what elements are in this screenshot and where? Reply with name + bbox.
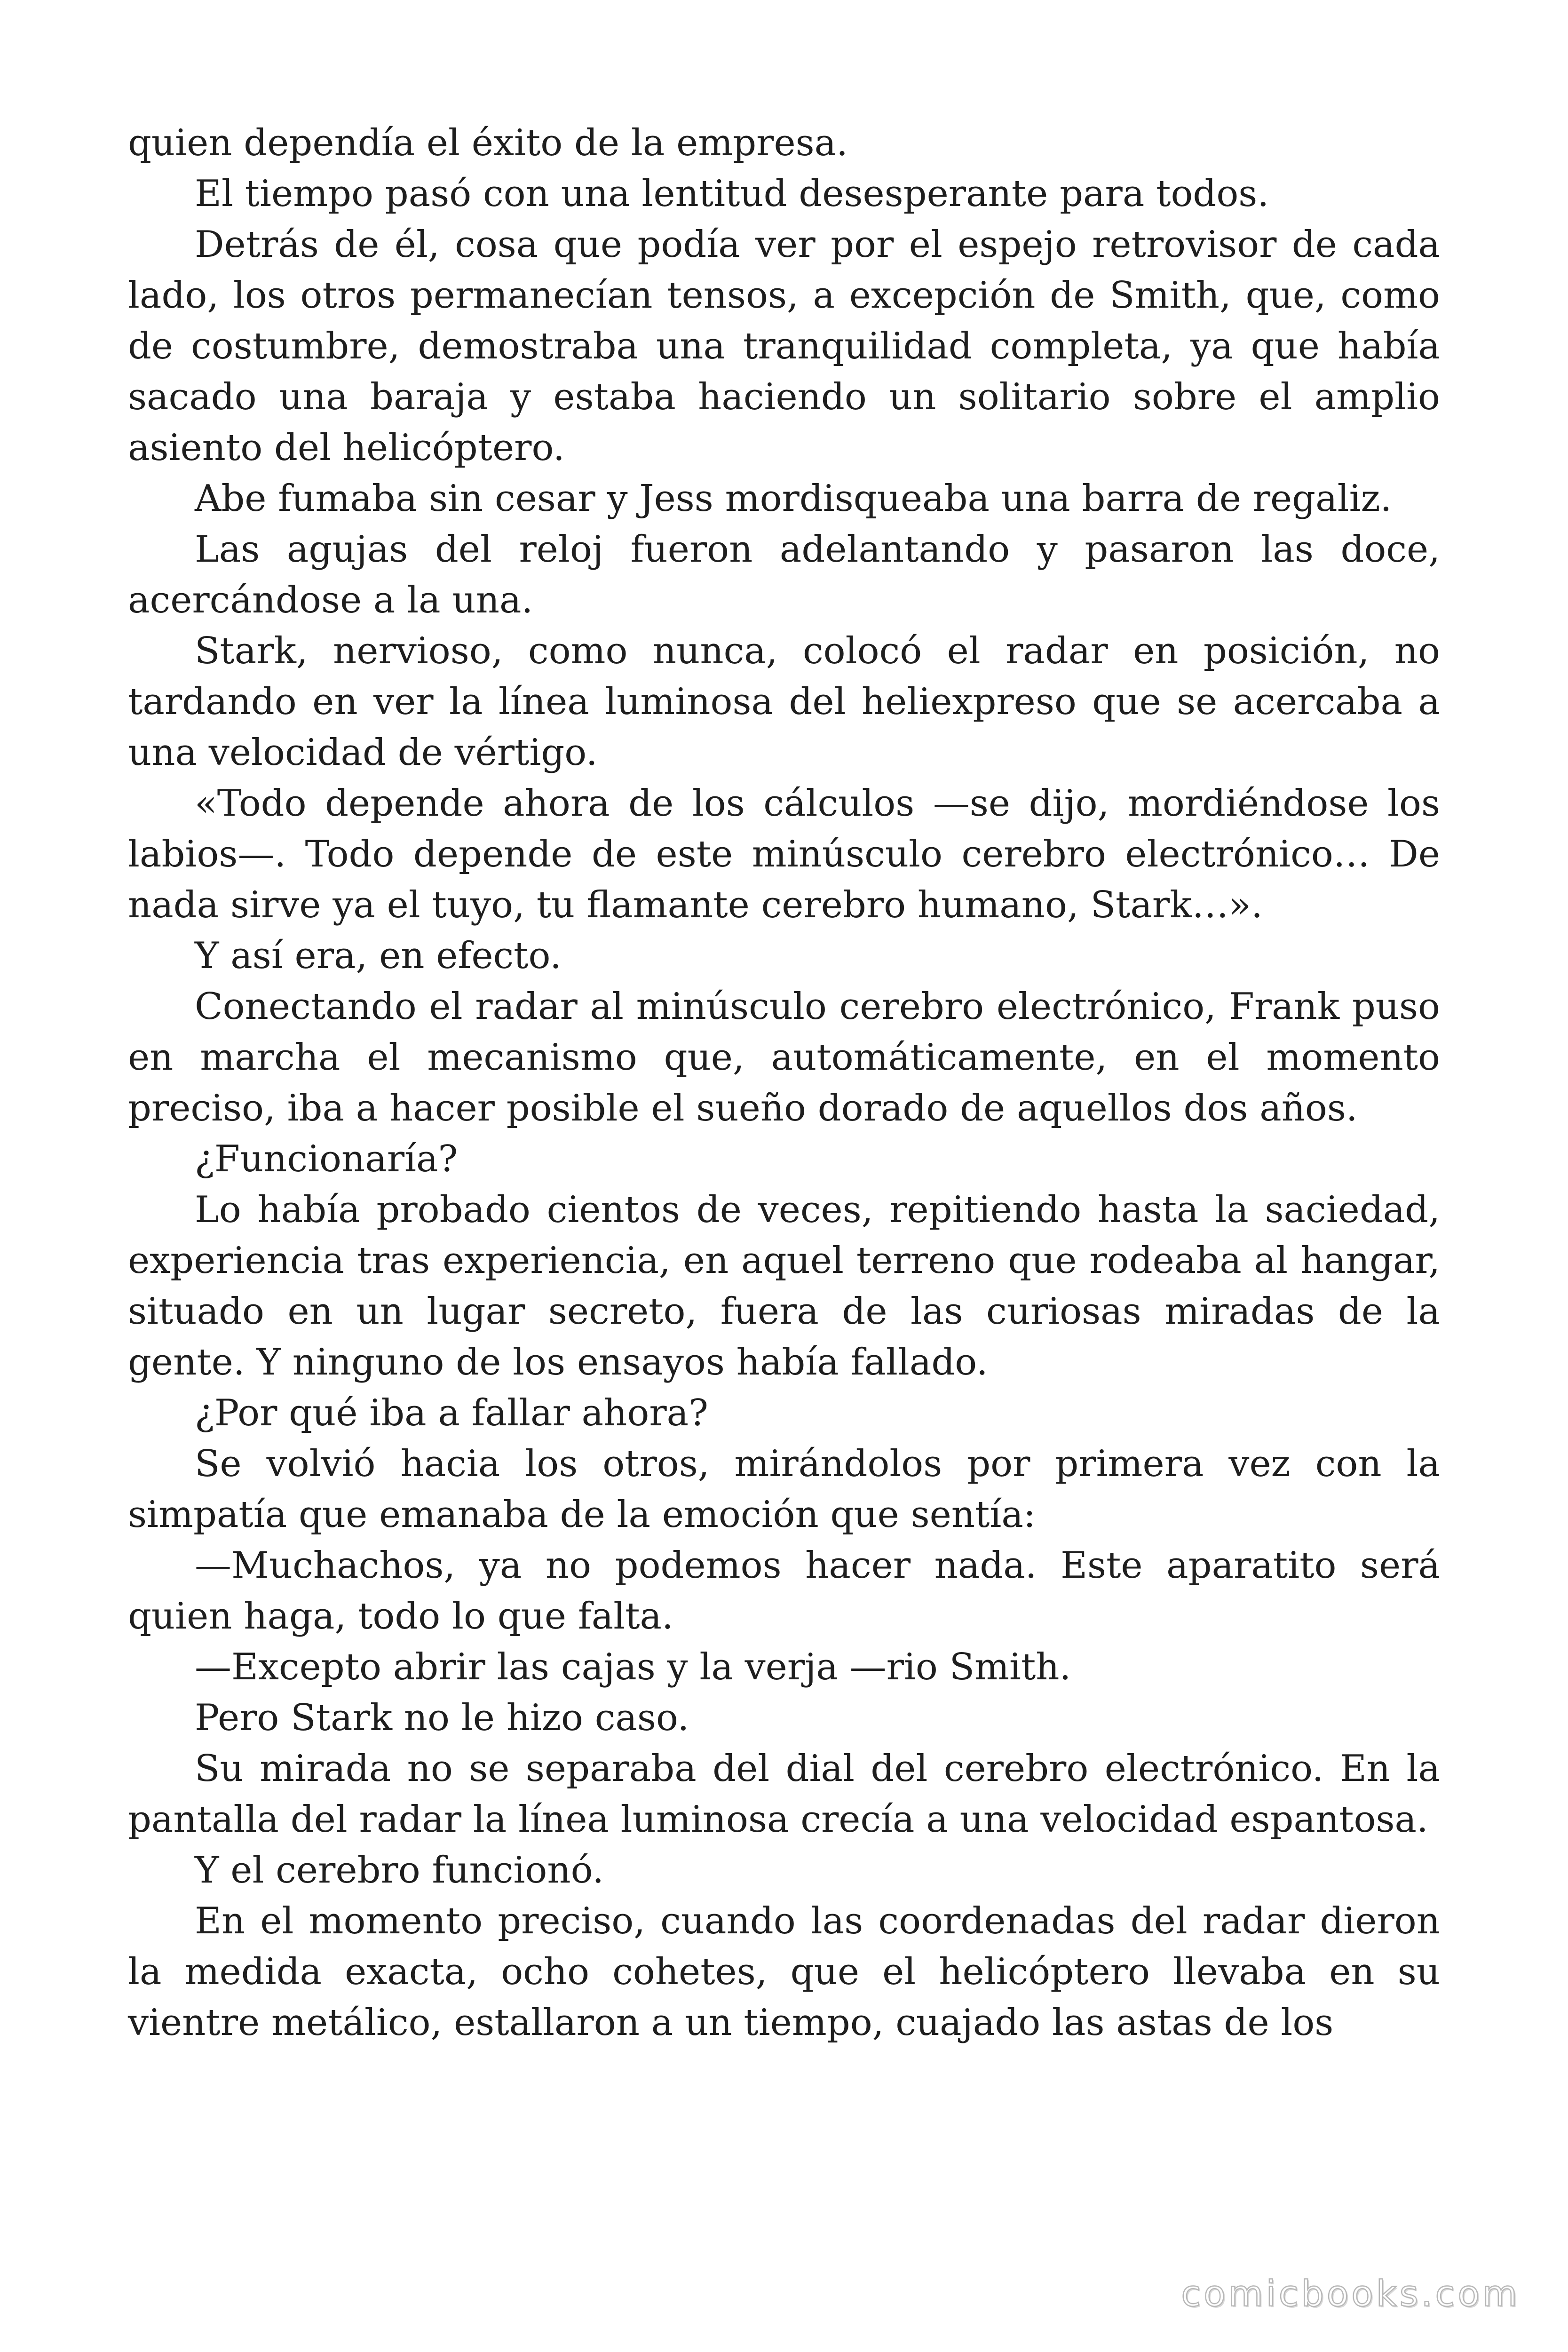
paragraph: Su mirada no se separaba del dial del cerebro electrónico. En la pantalla del radar la línea luminosa crecía a una velocidad espantosa. <box>128 1748 1440 1841</box>
paragraph: Stark, nervioso, como nunca, colocó el radar en posición, no tardando en ver la línea luminosa del heliexpreso que se acercaba a una velocidad de vértigo. <box>128 630 1440 774</box>
paragraph: Las agujas del reloj fueron adelantando y pasaron las doce, acercándose a la una. <box>128 528 1440 621</box>
book-page-text <box>128 118 1440 2048</box>
paragraph: ¿Funcionaría? <box>195 1138 458 1180</box>
paragraph: Y el cerebro funcionó. <box>195 1849 604 1891</box>
paragraph: Abe fumaba sin cesar y Jess mordisqueaba una barra de regaliz. <box>195 477 1392 520</box>
paragraph: «Todo depende ahora de los cálculos —se dijo, mordiéndose los labios—. Todo depende de este minúsculo cerebro electrónico… De nada sirve ya el tuyo, tu flamante cerebro humano, Stark…». <box>128 782 1440 926</box>
paragraph: —Muchachos, ya no podemos hacer nada. Este aparatito será quien haga, todo lo que falta. <box>128 1544 1440 1637</box>
watermark-logo: comicbooks.com <box>1181 2273 1520 2314</box>
paragraph: Pero Stark no le hizo caso. <box>195 1697 689 1739</box>
paragraph: En el momento preciso, cuando las coordenadas del radar dieron la medida exacta, ocho cohetes, que el helicóptero llevaba en su vientre metálico, estallaron a un tiempo, cuajado las astas de los <box>128 1900 1440 2044</box>
paragraph: —Excepto abrir las cajas y la verja —rio Smith. <box>195 1646 1071 1688</box>
paragraph: Detrás de él, cosa que podía ver por el espejo retrovisor de cada lado, los otros permanecían tensos, a excepción de Smith, que, como de costumbre, demostraba una tranquilidad completa, ya que había sacado una baraja y estaba haciendo un solitario sobre el amplio asiento del helicóptero. <box>128 223 1440 469</box>
paragraph: Conectando el radar al minúsculo cerebro electrónico, Frank puso en marcha el mecanismo que, automáticamente, en el momento preciso, iba a hacer posible el sueño dorado de aquellos dos años. <box>128 985 1440 1129</box>
paragraph: Lo había probado cientos de veces, repitiendo hasta la saciedad, experiencia tras experiencia, en aquel terreno que rodeaba al hangar, situado en un lugar secreto, fuera de las curiosas miradas de la gente. Y ninguno de los ensayos había fallado. <box>128 1189 1440 1383</box>
paragraph: ¿Por qué iba a fallar ahora? <box>195 1392 708 1434</box>
paragraph: El tiempo pasó con una lentitud desesperante para todos. <box>195 173 1269 215</box>
paragraph: Y así era, en efecto. <box>195 935 562 977</box>
paragraph: Se volvió hacia los otros, mirándolos por primera vez con la simpatía que emanaba de la emoción que sentía: <box>128 1443 1440 1536</box>
paragraph: quien dependía el éxito de la empresa. <box>128 122 848 164</box>
